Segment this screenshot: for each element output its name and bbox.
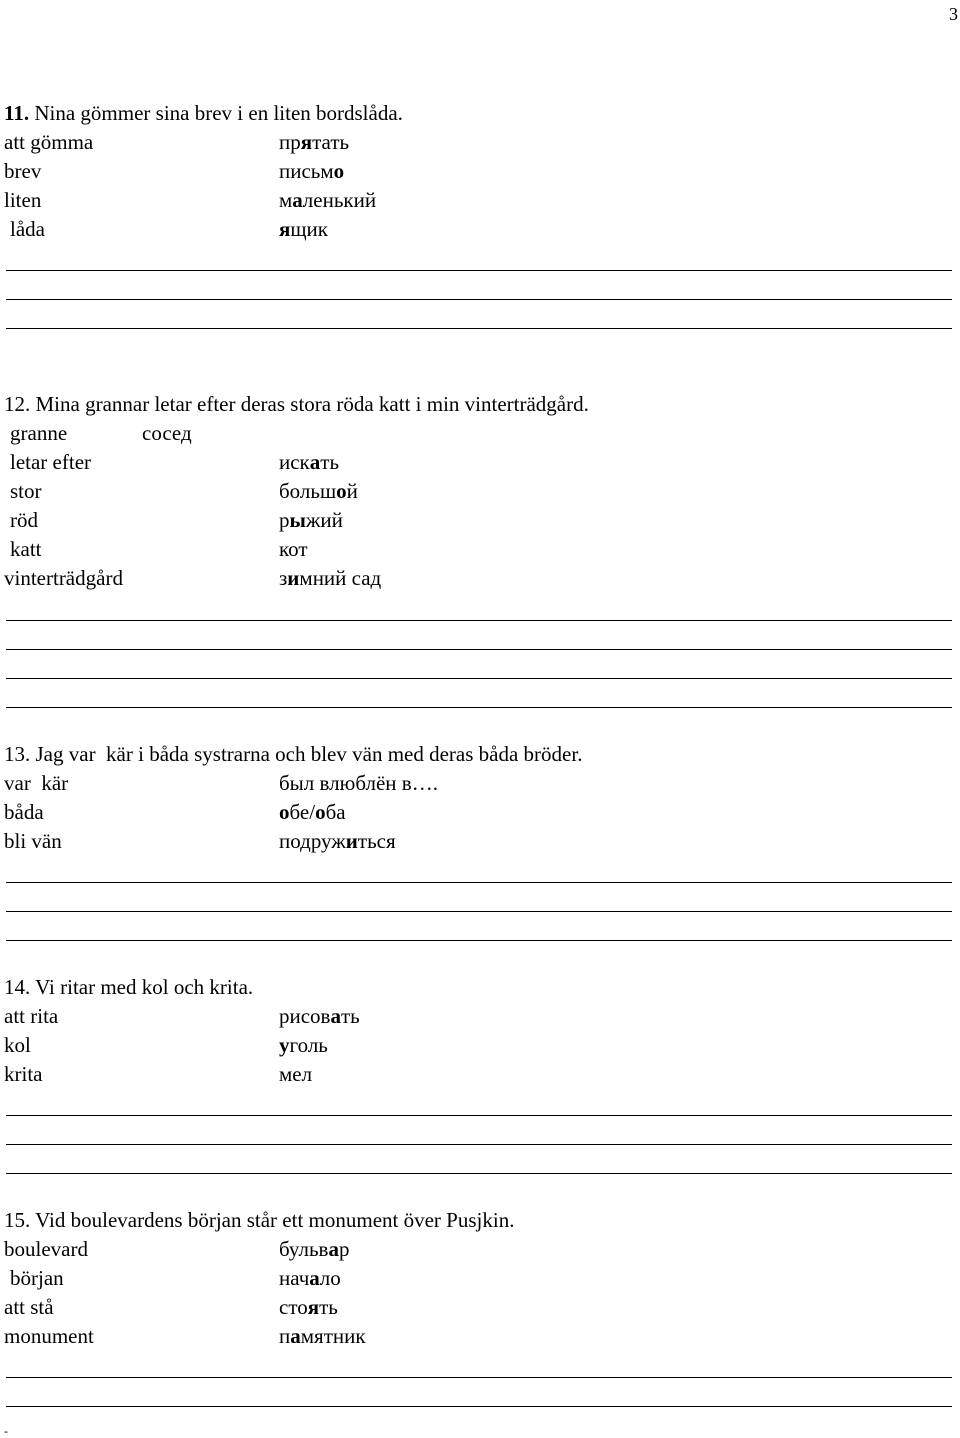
answer-line	[6, 707, 952, 708]
exercise-number: 12.	[4, 392, 31, 416]
vocab-row	[0, 537, 960, 565]
russian-word: подружиться	[279, 829, 396, 853]
swedish-word: början	[10, 1266, 64, 1290]
vocab-row	[0, 130, 960, 158]
russian-word: мел	[279, 1062, 313, 1086]
answer-line	[6, 299, 952, 300]
swedish-word: att gömma	[4, 130, 94, 154]
russian-word: обе/оба	[279, 800, 346, 824]
vocab-row	[0, 508, 960, 536]
russian-word: был влюблён в….	[279, 771, 438, 795]
russian-word: стоять	[279, 1295, 338, 1319]
russian-word: письмо	[279, 159, 345, 183]
exercise-text: Jag var kär i båda systrarna och blev vän med deras båda bröder.	[35, 742, 583, 766]
exercise-number: 11.	[4, 101, 30, 125]
vocab-row	[0, 450, 960, 478]
answer-line	[6, 1144, 952, 1145]
swedish-word: stor	[10, 479, 42, 503]
russian-word: уголь	[279, 1033, 328, 1057]
vocab-row	[0, 1004, 960, 1032]
exercise-14-sentence	[4, 975, 253, 999]
answer-line	[6, 940, 952, 941]
russian-word: прятать	[279, 130, 350, 154]
vocab-row	[0, 479, 960, 507]
answer-line	[6, 649, 952, 650]
vocab-row	[0, 800, 960, 828]
vocab-row	[0, 1324, 960, 1352]
swedish-word: var kär	[4, 771, 69, 795]
russian-word: зимний сад	[279, 566, 382, 590]
russian-word: искать	[279, 450, 340, 474]
answer-line	[6, 328, 952, 329]
swedish-word: monument	[4, 1324, 94, 1348]
vocab-row	[0, 1062, 960, 1090]
answer-line	[6, 270, 952, 271]
swedish-word: båda	[4, 800, 44, 824]
vocab-row	[0, 159, 960, 187]
russian-word: памятник	[279, 1324, 366, 1348]
vocab-row	[0, 1033, 960, 1061]
swedish-word: letar efter	[10, 450, 92, 474]
vocab-row	[0, 1266, 960, 1294]
answer-line	[6, 620, 952, 621]
exercise-13-sentence	[4, 742, 582, 766]
answer-line	[6, 1406, 952, 1407]
swedish-word: boulevard	[4, 1237, 88, 1261]
russian-word: большой	[279, 479, 358, 503]
vocab-row	[0, 421, 960, 449]
answer-line	[6, 678, 952, 679]
swedish-word: att stå	[4, 1295, 54, 1319]
vocab-row	[0, 829, 960, 857]
swedish-word: liten	[4, 188, 42, 212]
russian-word: маленький	[279, 188, 377, 212]
russian-word: рисовать	[279, 1004, 360, 1028]
list-mark: -	[4, 1424, 8, 1438]
swedish-word: brev	[4, 159, 42, 183]
answer-line	[6, 882, 952, 883]
exercise-text: Vid boulevardens början står ett monument över Pusjkin.	[35, 1208, 515, 1232]
russian-word: ящик	[279, 217, 328, 241]
exercise-number: 13.	[4, 742, 31, 766]
russian-word: начало	[279, 1266, 341, 1290]
swedish-word: granne	[10, 421, 68, 445]
answer-line	[6, 1115, 952, 1116]
exercise-15-sentence	[4, 1208, 514, 1232]
russian-word: рыжий	[279, 508, 343, 532]
exercise-text: Mina grannar letar efter deras stora röda katt i min vinterträdgård.	[35, 392, 589, 416]
swedish-word: kol	[4, 1033, 31, 1057]
exercise-text: Nina gömmer sina brev i en liten bordslåda.	[34, 101, 403, 125]
exercise-number: 15.	[4, 1208, 31, 1232]
russian-word: бульвар	[279, 1237, 350, 1261]
vocab-row	[0, 566, 960, 594]
answer-line	[6, 1173, 952, 1174]
vocab-row	[0, 217, 960, 245]
answer-line	[6, 911, 952, 912]
exercise-12-sentence	[4, 392, 589, 416]
swedish-word: vinterträdgård	[4, 566, 123, 590]
answer-line	[6, 1377, 952, 1378]
swedish-word: röd	[10, 508, 38, 532]
vocab-row	[0, 188, 960, 216]
swedish-word: låda	[10, 217, 45, 241]
swedish-word: att rita	[4, 1004, 59, 1028]
exercise-text: Vi ritar med kol och krita.	[35, 975, 254, 999]
vocab-row	[0, 771, 960, 799]
vocab-row	[0, 1237, 960, 1265]
swedish-word: katt	[10, 537, 42, 561]
exercise-number: 14.	[4, 975, 31, 999]
vocab-row	[0, 1295, 960, 1323]
russian-word: сосед	[142, 421, 192, 445]
exercise-11-sentence	[4, 101, 403, 125]
russian-word: кот	[279, 537, 308, 561]
swedish-word: bli vän	[4, 829, 62, 853]
swedish-word: krita	[4, 1062, 43, 1086]
page-number: 3	[949, 4, 958, 24]
